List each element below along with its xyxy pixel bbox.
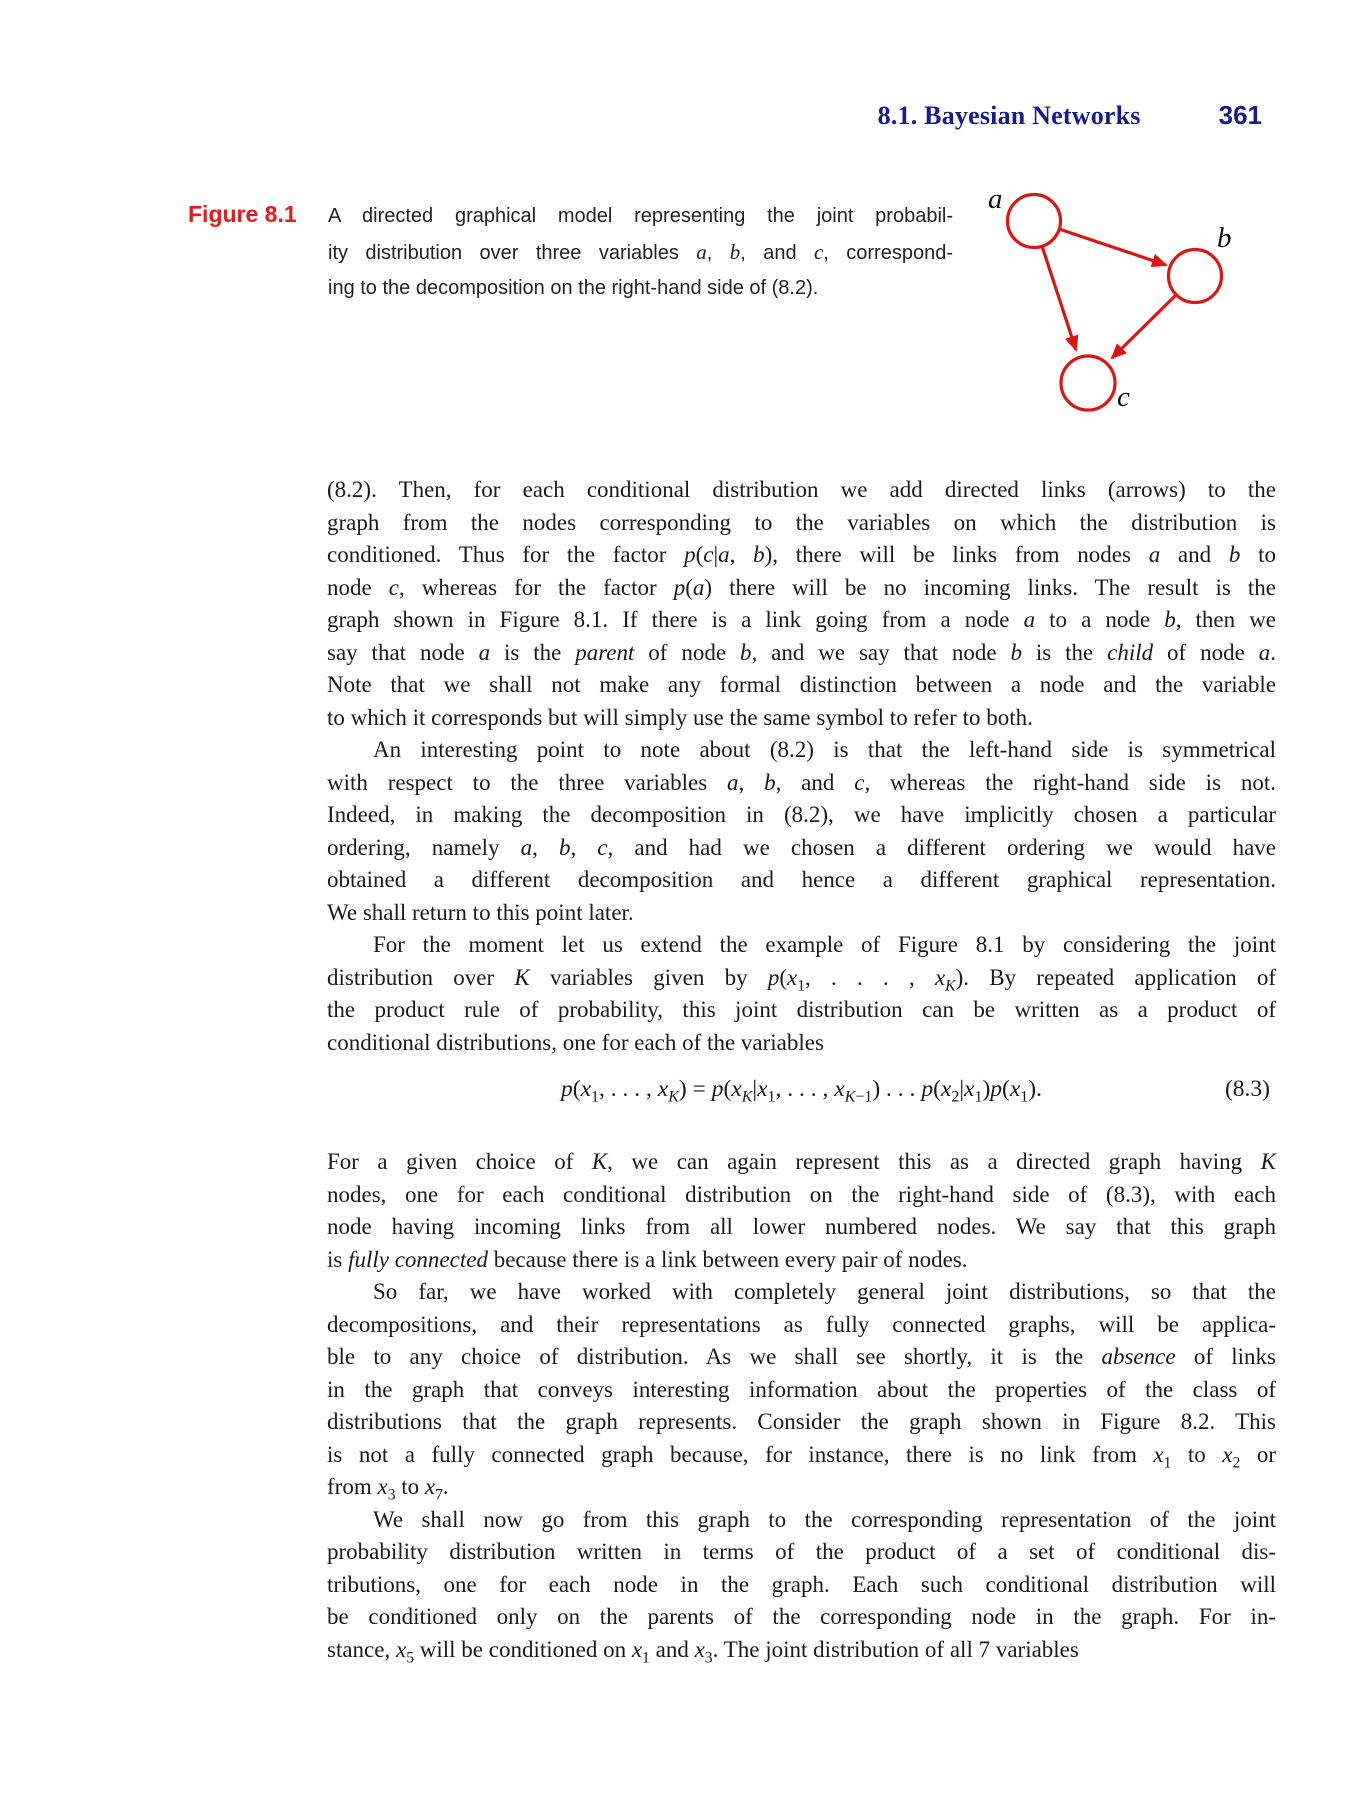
paragraph xyxy=(327,1276,1276,1504)
figure-label: Figure 8.1 xyxy=(188,201,297,227)
page-number: 361 xyxy=(1218,100,1262,130)
paragraph xyxy=(327,734,1276,929)
text-line: An interesting point to note about (8.2) is that the left-hand side is symmetrical xyxy=(373,737,1276,762)
text-line: For a given choice of K, we can again represent this as a directed graph having K xyxy=(327,1149,1276,1174)
figure-caption xyxy=(328,198,953,306)
caption-line: A directed graphical model representing the joint probabil- xyxy=(328,205,953,227)
text-line: probability distribution written in terms of the product of a set of conditional dis- xyxy=(327,1539,1276,1564)
equation-row xyxy=(327,1059,1276,1146)
equation-text: $p(x_1$, . . . , $x_K) = p(x_K|x_1$, . . . , $x_{K-1}$) . . . $p(x_2|x_1)p(x_1)$. xyxy=(561,1076,1042,1106)
text-line: nodes, one for each conditional distribution on the right-hand side of (8.3), with each xyxy=(327,1181,1276,1207)
edge-b-c xyxy=(1112,295,1176,358)
caption-line: ing to the decomposition on the right-hand side of (8.2). xyxy=(328,277,819,299)
text-line: conditional distributions, one for each of the variables xyxy=(327,1029,824,1055)
text-line: (8.2). Then, for each conditional distribution we add directed links (arrows) to the xyxy=(327,477,1276,502)
text-line: graph shown in Figure 8.1. If there is a link going from a node a to a node b, then we xyxy=(327,607,1277,632)
node-label-a: a xyxy=(988,183,1003,215)
text-line: is fully connected because there is a link between every pair of nodes. xyxy=(327,1246,968,1272)
text-line: So far, we have worked with completely general joint distributions, so that the xyxy=(373,1279,1276,1304)
text-line: Note that we shall not make any formal distinction between a node and the variable xyxy=(327,672,1276,697)
text-line: is not a fully connected graph because, for instance, there is no link from $x_1$ to $x_2$ or xyxy=(327,1441,1276,1472)
text-line: say that node a is the parent of node b, and we say that node b is the child of node a. xyxy=(327,639,1276,665)
paragraph xyxy=(327,474,1276,734)
text-line: ordering, namely a, b, c, and had we chosen a different ordering we would have xyxy=(327,834,1277,860)
body-text xyxy=(327,474,1276,1666)
text-line: ble to any choice of distribution. As we shall see shortly, it is the absence of links xyxy=(327,1344,1277,1369)
text-line: graph from the nodes corresponding to the variables on which the distribution is xyxy=(327,509,1276,535)
figure-graph xyxy=(940,150,1360,430)
edge-a-b xyxy=(1059,229,1166,265)
paragraph xyxy=(327,929,1276,1059)
node-a xyxy=(1008,195,1061,248)
node-label-c: c xyxy=(1117,381,1130,413)
text-line: node having incoming links from all lower numbered nodes. We say that this graph xyxy=(327,1214,1276,1239)
text-line: from $x_3$ to $x_7$. xyxy=(327,1474,449,1504)
text-line: tributions, one for each node in the graph. Each such conditional distribution will xyxy=(327,1571,1276,1597)
text-line: the product rule of probability, this joint distribution can be written as a product of xyxy=(327,997,1276,1022)
text-line: distribution over K variables given by $p(x_1$, . . . , $x_K$). By repeated application of xyxy=(327,964,1276,995)
text-line: to which it corresponds but will simply use the same symbol to refer to both. xyxy=(327,704,1033,730)
text-line: node c, whereas for the factor p(a) there will be no incoming links. The result is the xyxy=(327,574,1276,600)
page-header xyxy=(327,100,1262,131)
text-line: Indeed, in making the decomposition in (8.2), we have implicitly chosen a particular xyxy=(327,802,1276,827)
text-line: be conditioned only on the parents of the corresponding node in the graph. For in- xyxy=(327,1604,1276,1629)
text-line: obtained a different decomposition and hence a different graphical representation. xyxy=(327,867,1276,892)
paragraph-group-2 xyxy=(327,1146,1276,1666)
section-heading: 8.1. Bayesian Networks xyxy=(877,101,1141,130)
paragraph xyxy=(327,1504,1276,1667)
text-line: stance, $x_5$ will be conditioned on $x_1$ and $x_3$. The joint distribution of all 7 variables xyxy=(327,1636,1079,1667)
paragraph-group-1 xyxy=(327,474,1276,1059)
text-line: conditioned. Thus for the factor p(c|a, b), there will be links from nodes a and b to xyxy=(327,542,1276,567)
caption-line: ity distribution over three variables a, b, and c, correspond- xyxy=(328,240,953,264)
text-line: We shall return to this point later. xyxy=(327,899,634,925)
edge-a-c xyxy=(1042,246,1076,350)
node-b xyxy=(1169,250,1222,303)
text-line: in the graph that conveys interesting information about the properties of the class of xyxy=(327,1376,1276,1402)
text-line: We shall now go from this graph to the corresponding representation of the joint xyxy=(373,1506,1276,1532)
node-c xyxy=(1061,356,1115,410)
text-line: For the moment let us extend the example of Figure 8.1 by considering the joint xyxy=(373,932,1276,957)
paragraph xyxy=(327,1146,1276,1276)
text-line: decompositions, and their representations as fully connected graphs, will be applica- xyxy=(327,1311,1276,1337)
equation-number: (8.3) xyxy=(1224,1076,1270,1102)
text-line: with respect to the three variables a, b, and c, whereas the right-hand side is not. xyxy=(327,769,1276,795)
text-line: distributions that the graph represents. Consider the graph shown in Figure 8.2. This xyxy=(327,1409,1276,1434)
node-label-b: b xyxy=(1217,222,1232,254)
